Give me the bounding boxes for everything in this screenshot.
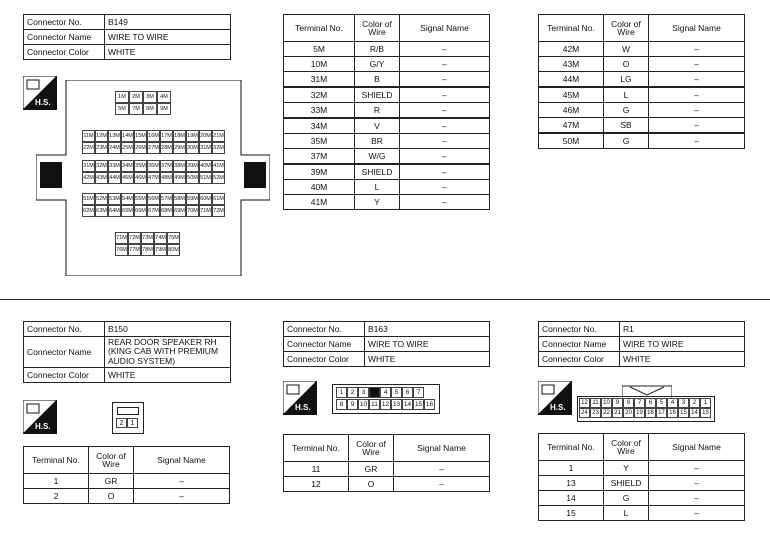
col-terminal: Terminal No. xyxy=(24,447,89,474)
col-signal: Signal Name xyxy=(649,15,745,42)
signal-cell: – xyxy=(649,491,745,506)
pin-label: 10 xyxy=(359,401,368,408)
pin-label: 18 xyxy=(645,408,656,418)
pin-label: 6 xyxy=(645,398,656,408)
terminal-cell: 37M xyxy=(284,149,355,165)
pin-label: 5 xyxy=(656,398,667,408)
color-cell: L xyxy=(604,506,649,521)
pin-key xyxy=(369,387,380,398)
pin-label: 10 xyxy=(601,398,612,408)
hs-icon xyxy=(283,381,317,415)
signal-cell: – xyxy=(649,118,745,134)
section-divider xyxy=(0,299,770,300)
table-row xyxy=(284,195,490,210)
color-cell: GR xyxy=(349,462,394,477)
color-cell: SHIELD xyxy=(355,164,400,180)
b149-terminal-table-a xyxy=(283,14,490,210)
color-cell: R/B xyxy=(355,42,400,57)
pin-label: 12 xyxy=(381,401,390,408)
hs-label: H.S. xyxy=(550,403,566,412)
terminal-cell: 11 xyxy=(284,462,349,477)
table-row xyxy=(284,57,490,72)
table-row xyxy=(539,103,745,118)
b149-pin-block-row3: 51M 52M 53M 54M 55M 56M 57M 58M 59M 60M 61M 62M 63M 64M 65M 66M 67M 68M 69M 70M 71M 72M xyxy=(82,193,225,217)
color-cell: Y xyxy=(355,195,400,210)
pin-label: 4 xyxy=(667,398,678,408)
color-cell: G xyxy=(604,103,649,118)
info-label: Connector Color xyxy=(24,45,105,60)
pin-label: 3 xyxy=(678,398,689,408)
pin-label: 23 xyxy=(590,408,601,418)
pin-label: 13 xyxy=(700,408,711,418)
col-color: Color of Wire xyxy=(89,447,134,474)
terminal-cell: 31M xyxy=(284,72,355,88)
signal-cell: – xyxy=(649,133,745,149)
terminal-cell: 35M xyxy=(284,134,355,149)
terminal-cell: 39M xyxy=(284,164,355,180)
pin-label: 19 xyxy=(634,408,645,418)
info-value: B150 xyxy=(105,322,231,337)
b150-info-table xyxy=(23,321,231,383)
info-label: Connector Name xyxy=(539,337,620,352)
info-value: WHITE xyxy=(365,352,490,367)
pin-label: 8 xyxy=(623,398,634,408)
pin-label: 16 xyxy=(425,401,434,408)
table-row xyxy=(539,72,745,88)
table-row xyxy=(539,87,745,103)
color-cell: SHIELD xyxy=(604,476,649,491)
b163-connector-face xyxy=(332,384,440,414)
signal-cell: – xyxy=(400,195,490,210)
signal-cell: – xyxy=(134,489,230,504)
pin-label: 1 xyxy=(336,387,347,398)
pin-label: 14 xyxy=(403,401,412,408)
color-cell: O xyxy=(89,489,134,504)
terminal-cell: 12 xyxy=(284,477,349,492)
signal-cell: – xyxy=(649,42,745,57)
info-value: B163 xyxy=(365,322,490,337)
table-row xyxy=(284,42,490,57)
terminal-cell: 40M xyxy=(284,180,355,195)
col-signal: Signal Name xyxy=(134,447,230,474)
info-label: Connector Color xyxy=(539,352,620,367)
signal-cell: – xyxy=(649,72,745,88)
color-cell: W/G xyxy=(355,149,400,165)
b163-info-table xyxy=(283,321,490,367)
info-value: WIRE TO WIRE xyxy=(620,337,745,352)
terminal-cell: 50M xyxy=(539,133,604,149)
pin-label: 11 xyxy=(369,399,380,410)
b149-info-table xyxy=(23,14,231,60)
info-value: WIRE TO WIRE xyxy=(105,30,231,45)
table-row xyxy=(284,477,490,492)
b149-pin-block-row1: 11M 12M 13M 14M 15M 16M 17M 18M 19M 20M 21M 22M 23M 24M 25M 26M 27M 28M 29M 30M 31M 32M xyxy=(82,130,225,154)
pin-label: 24 xyxy=(579,408,590,418)
table-row xyxy=(284,134,490,149)
table-row xyxy=(284,180,490,195)
col-color: Color of Wire xyxy=(604,15,649,42)
info-value: WHITE xyxy=(105,45,231,60)
info-value: WIRE TO WIRE xyxy=(365,337,490,352)
col-signal: Signal Name xyxy=(400,15,490,42)
col-terminal: Terminal No. xyxy=(284,435,349,462)
signal-cell: – xyxy=(649,506,745,521)
terminal-cell: 42M xyxy=(539,42,604,57)
table-row xyxy=(539,42,745,57)
pin-label: 22 xyxy=(601,408,612,418)
table-row xyxy=(539,133,745,149)
color-cell: L xyxy=(355,180,400,195)
color-cell: O xyxy=(349,477,394,492)
color-cell: O xyxy=(604,57,649,72)
pin-label: 16 xyxy=(667,408,678,418)
b150-connector-face xyxy=(112,402,144,434)
table-row xyxy=(539,506,745,521)
pin-label: 9 xyxy=(347,399,358,410)
terminal-cell: 2 xyxy=(24,489,89,504)
col-color: Color of Wire xyxy=(355,15,400,42)
terminal-cell: 34M xyxy=(284,118,355,134)
table-row xyxy=(284,149,490,165)
hs-label: H.S. xyxy=(35,98,51,107)
signal-cell: – xyxy=(400,149,490,165)
info-value: B149 xyxy=(105,15,231,30)
pin-label: 9 xyxy=(612,398,623,408)
info-label: Connector Name xyxy=(24,30,105,45)
color-cell: G/Y xyxy=(355,57,400,72)
terminal-cell: 44M xyxy=(539,72,604,88)
col-terminal: Terminal No. xyxy=(539,15,604,42)
info-label: Connector No. xyxy=(24,322,105,337)
pin-label: 8 xyxy=(336,399,347,410)
info-label: Connector No. xyxy=(284,322,365,337)
terminal-cell: 43M xyxy=(539,57,604,72)
r1-connector-face xyxy=(577,384,715,420)
info-label: Connector Name xyxy=(284,337,365,352)
info-label: Connector Color xyxy=(24,368,105,383)
pin-label: 1 xyxy=(127,418,138,428)
col-signal: Signal Name xyxy=(649,434,745,461)
terminal-cell: 13 xyxy=(539,476,604,491)
b149-pin-block-top: 1M 2M 3M 4M 5M 7M 8M 9M xyxy=(115,91,171,115)
signal-cell: – xyxy=(400,180,490,195)
table-row xyxy=(284,164,490,180)
pin-label: 21 xyxy=(612,408,623,418)
pin-label: 11 xyxy=(590,398,601,408)
info-value: WHITE xyxy=(105,368,231,383)
info-label: Connector Name xyxy=(24,337,105,368)
terminal-cell: 47M xyxy=(539,118,604,134)
table-row xyxy=(24,474,230,489)
signal-cell: – xyxy=(649,103,745,118)
pin-label: 3 xyxy=(358,387,369,398)
signal-cell: – xyxy=(400,72,490,88)
color-cell: G xyxy=(604,133,649,149)
info-label: Connector Color xyxy=(284,352,365,367)
terminal-cell: 41M xyxy=(284,195,355,210)
r1-terminal-table xyxy=(538,433,745,521)
b163-terminal-table xyxy=(283,434,490,492)
pin-label: 6 xyxy=(402,387,413,398)
color-cell: SHIELD xyxy=(355,87,400,103)
col-signal: Signal Name xyxy=(394,435,490,462)
terminal-cell: 1 xyxy=(24,474,89,489)
signal-cell: – xyxy=(394,462,490,477)
b149-pin-block-bottom: 71M 72M 73M 74M 75M 76M 77M 78M 79M 80M xyxy=(115,232,180,256)
table-row xyxy=(539,461,745,476)
color-cell: L xyxy=(604,87,649,103)
signal-cell: – xyxy=(394,477,490,492)
color-cell: W xyxy=(604,42,649,57)
pin-label: 20 xyxy=(623,408,634,418)
pin-label: 4 xyxy=(380,387,391,398)
pin-label: 2 xyxy=(116,418,127,428)
table-row xyxy=(284,103,490,119)
col-terminal: Terminal No. xyxy=(539,434,604,461)
terminal-cell: 46M xyxy=(539,103,604,118)
terminal-cell: 14 xyxy=(539,491,604,506)
table-row xyxy=(539,57,745,72)
signal-cell: – xyxy=(400,134,490,149)
table-row xyxy=(539,118,745,134)
pin-label: 2 xyxy=(347,387,358,398)
table-row xyxy=(284,72,490,88)
color-cell: BR xyxy=(355,134,400,149)
color-cell: V xyxy=(355,118,400,134)
terminal-cell: 5M xyxy=(284,42,355,57)
terminal-cell: 1 xyxy=(539,461,604,476)
b150-terminal-table xyxy=(23,446,230,504)
pin-label: 12 xyxy=(579,398,590,408)
pin-label: 7 xyxy=(413,387,424,398)
pin-label: 15 xyxy=(678,408,689,418)
b149-terminal-table-b xyxy=(538,14,745,149)
color-cell: GR xyxy=(89,474,134,489)
color-cell: G xyxy=(604,491,649,506)
signal-cell: – xyxy=(134,474,230,489)
r1-info-table xyxy=(538,321,745,367)
table-row xyxy=(24,489,230,504)
pin-label: 2 xyxy=(689,398,700,408)
table-row xyxy=(539,476,745,491)
signal-cell: – xyxy=(649,87,745,103)
signal-cell: – xyxy=(400,103,490,119)
table-row xyxy=(284,118,490,134)
info-value: REAR DOOR SPEAKER RH (KING CAB WITH PREMIUM AUDIO SYSTEM) xyxy=(105,337,231,368)
info-label: Connector No. xyxy=(24,15,105,30)
signal-cell: – xyxy=(400,42,490,57)
col-color: Color of Wire xyxy=(349,435,394,462)
pin-label: 15 xyxy=(414,401,423,408)
signal-cell: – xyxy=(400,118,490,134)
pin-label: 1 xyxy=(700,398,711,408)
info-label: Connector No. xyxy=(539,322,620,337)
terminal-cell: 33M xyxy=(284,103,355,119)
pin-label: 7 xyxy=(634,398,645,408)
info-value: R1 xyxy=(620,322,745,337)
signal-cell: – xyxy=(649,57,745,72)
terminal-cell: 32M xyxy=(284,87,355,103)
color-cell: LG xyxy=(604,72,649,88)
signal-cell: – xyxy=(649,461,745,476)
table-row xyxy=(284,462,490,477)
pin-label: 17 xyxy=(656,408,667,418)
col-color: Color of Wire xyxy=(604,434,649,461)
info-value: WHITE xyxy=(620,352,745,367)
signal-cell: – xyxy=(400,57,490,72)
signal-cell: – xyxy=(400,87,490,103)
signal-cell: – xyxy=(649,476,745,491)
terminal-cell: 15 xyxy=(539,506,604,521)
col-terminal: Terminal No. xyxy=(284,15,355,42)
color-cell: R xyxy=(355,103,400,119)
pin-label: 5 xyxy=(391,387,402,398)
color-cell: Y xyxy=(604,461,649,476)
hs-icon xyxy=(538,381,572,415)
color-cell: SB xyxy=(604,118,649,134)
table-row xyxy=(539,491,745,506)
color-cell: B xyxy=(355,72,400,88)
terminal-cell: 45M xyxy=(539,87,604,103)
hs-label: H.S. xyxy=(295,403,311,412)
signal-cell: – xyxy=(400,164,490,180)
b149-pin-block-row2: 31M 32M 33M 34M 35M 36M 37M 38M 39M 40M 41M 42M 43M 44M 45M 46M 47M 48M 49M 50M 51M 52M xyxy=(82,160,225,184)
table-row xyxy=(284,87,490,103)
pin-label: 14 xyxy=(689,408,700,418)
hs-label: H.S. xyxy=(35,422,51,431)
terminal-cell: 10M xyxy=(284,57,355,72)
hs-icon xyxy=(23,400,57,434)
pin-label: 13 xyxy=(392,401,401,408)
